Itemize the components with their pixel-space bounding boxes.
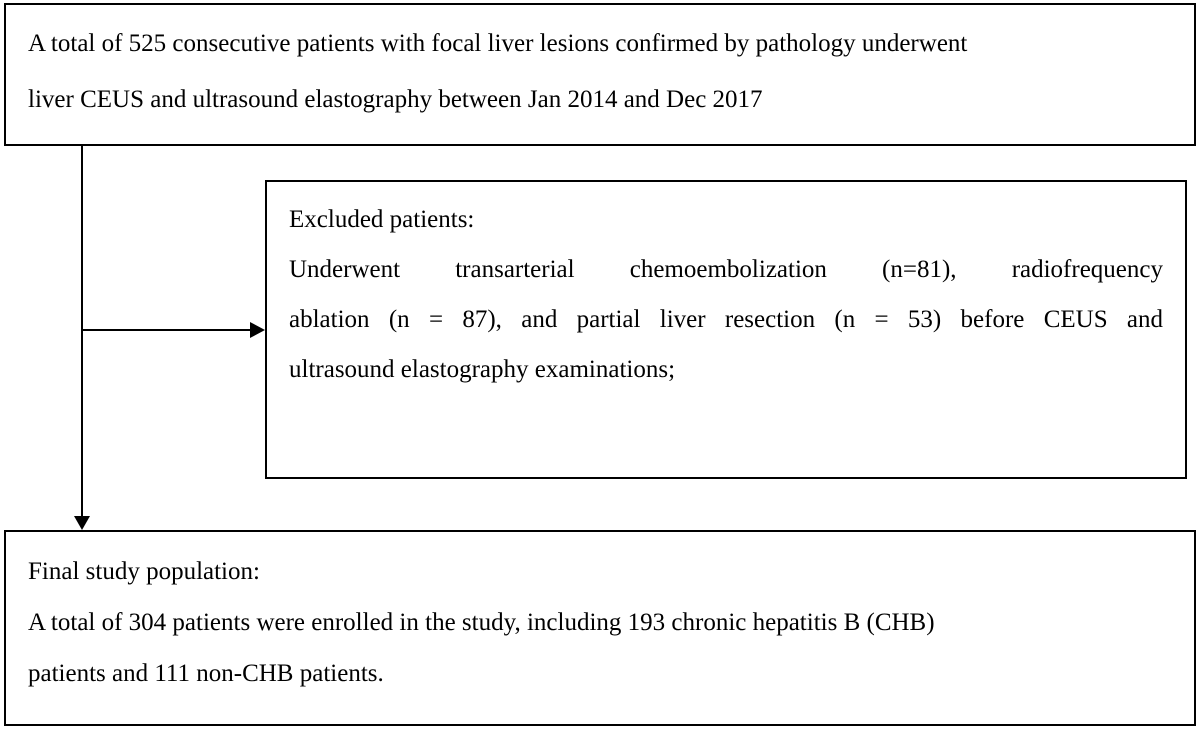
arrowhead-down-to-final: [74, 516, 90, 530]
excluded-heading: Excluded patients:: [289, 206, 475, 233]
final-line-1: A total of 304 patients were enrolled in the study, including 193 chronic hepatitis B (CHB): [28, 609, 935, 636]
excluded-patients-box: [265, 180, 1187, 479]
excluded-line-1: Underwent transarterial chemoembolization (n=81), radiofrequency: [289, 256, 1163, 283]
final-heading: Final study population:: [28, 558, 260, 585]
excluded-line-2: ablation (n = 87), and partial liver resection (n = 53) before CEUS and: [289, 306, 1163, 333]
initial-cohort-line-2: liver CEUS and ultrasound elastography between Jan 2014 and Dec 2017: [28, 86, 763, 113]
initial-cohort-box: [4, 3, 1196, 146]
excluded-line-3: ultrasound elastography examinations;: [289, 356, 676, 383]
initial-cohort-line-1: A total of 525 consecutive patients with focal liver lesions confirmed by pathology underwent: [28, 30, 968, 57]
final-line-2: patients and 111 non-CHB patients.: [28, 660, 384, 687]
arrowhead-right-to-excluded: [250, 322, 265, 338]
final-population-box: [4, 530, 1196, 726]
